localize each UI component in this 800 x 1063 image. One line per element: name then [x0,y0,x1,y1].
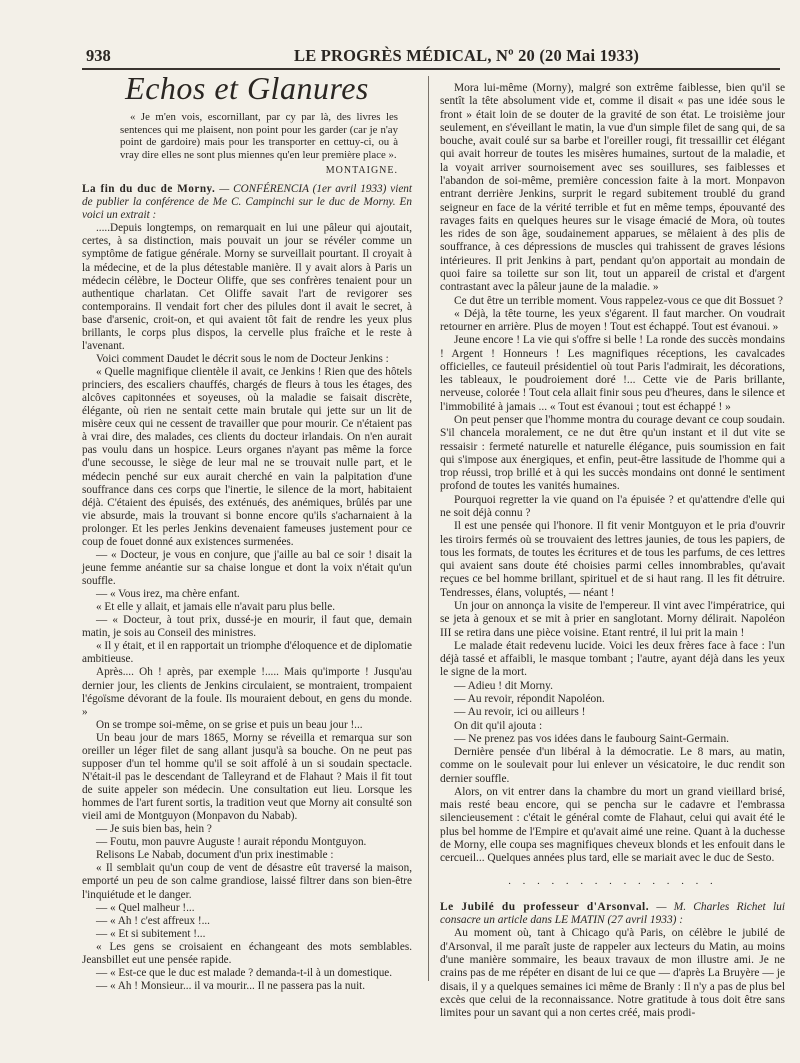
article-body-right [440,82,785,866]
article1-right-paragraph: Le malade était redevenu lucide. Voici les deux frères face à face : l'un déjà tassé et affaibli, le masque tombant ; l'autre, ayant déjà dans les yeux le signe de la mort. [440,639,785,679]
epigraph-text: « Je m'en vois, escornillant, par cy par là, des livres les sentences qui me plaisent, non point pour les garder (car je n'ay point de gardoire) mais pour les transporter en cettuy-ci, ou à vray dire elles ne sont plus miennes qu'en leur première place ». [120,111,398,161]
article1-left-paragraph: — « Quel malheur !... [96,901,195,914]
article1-left-paragraph: — « Vous irez, ma chère enfant. [96,588,240,601]
article1-right-paragraph: « Déjà, la tête tourne, les yeux s'égarent. Il faut marcher. On voudrait retourner en arrière. Plus de moyen ! Tout est échappé. Tout est évanoui. » [440,307,785,334]
article1-left-paragraph: « Les gens se croisaient en échangeant des mots semblables. Jeansbillet eut une pensée rapide. [82,940,412,966]
article2-body [440,927,785,1020]
article1-right-paragraph: — Ne prenez pas vos idées dans le faubourg Saint-Germain. [454,732,729,745]
section-divider: · · · · · · · · · · · · · · · [507,877,718,890]
article1-left-paragraph: « Et elle y allait, et jamais elle n'avait paru plus belle. [96,601,336,614]
article1-left-paragraph: On se trompe soi-même, on se grise et puis un beau jour !... [96,718,363,731]
left-column [82,70,413,993]
article1-right-paragraph: — Adieu ! dit Morny. [454,679,553,692]
article1-left-paragraph: .....Depuis longtemps, on remarquait en lui une pâleur qui ajoutait, certes, à sa distinction, mais pouvait un jour se révéler comme un symptôme de fatigue générale. Morny se surveillait pourtant. Il croyait à la médecine, et de la plus détestable manière. Il y avait alors à Paris un médecin célèbre, le Docteur Oliffe, que ses confrères tenaient pour un authentique charlatan. Cet Oliffe savait l'art de revigorer ses contemporains. Il vendait fort cher des pilules dont il avait le secret, à base d'arsenic, croit-on, et qui avaient tôt fait de rendre les yeux plus brillants, le corps plus dispos, la cervelle plus fraîche et le reste à l'avenant. [82,222,412,352]
article-intro-text: — CONFÉRENCIA (1er avril 1933) vient de publier la conférence de Me C. Campinchi sur le duc de Morny. En voici un extrait : [82,183,413,222]
article2-paragraph: Au moment où, tant à Chicago qu'à Paris, on célèbre le jubilé de d'Arsonval, il me paraît juste de rappeler aux lecteurs du Matin, au moins d'une manière sommaire, les beaux travaux de mon illustre ami. Je ne crains pas de me répéter en disant de lui ce que — d'après La Bruyère — je disais, il y a quelques semaines ici même de Branly : Il n'y a pas de plus bel excès que celui de la reconnaissance. Notre gratitude à tous doit être sans limites pour un savant qui a non certes créé, mais prodi- [440,927,785,1020]
article1-left-paragraph: « Quelle magnifique clientèle il avait, ce Jenkins ! Rien que des hôtels princiers, des escaliers chauffés, chargés de fleurs à tous les étages, des alcôves capitonnées et soyeuses, où la maladie se faisait discrète, élégante, où rien ne sentait cette main brutale qui jette sur un lit de misère ceux qui ne cessent de travailler que pour mourir. Ce n'étaient pas à vrai dire, des malades, ces clients du docteur irlandais. On n'en aurait pas voulu dans un hospice. Leurs organes n'ayant pas même la force d'une secousse, le siège de leur mal ne se trouvait nulle part, et le médecin penché sur eux aurait cherché en vain la palpitation d'une souffrance dans ces corps que l'inertie, le silence de la mort, habitaient déjà. C'étaient des épuisés, des exténués, des anémiques, brûlés par une vie absurde, mais la trouvant si bonne encore qu'ils s'acharnaient à la prolonger. Et les perles Jenkins devenaient fameuses justement pour ce coup de fouet donné aux existences surmenées. [82,366,412,548]
article1-right-paragraph: — Au revoir, ici ou ailleurs ! [454,706,586,719]
article1-left-paragraph: Voici comment Daudet le décrit sous le nom de Docteur Jenkins : [96,352,389,365]
journal-title: LE PROGRÈS MÉDICAL, Nº 20 (20 Mai 1933) [294,46,640,65]
article1-right-paragraph: — Au revoir, répondit Napoléon. [454,692,605,705]
article1-right-paragraph: On peut penser que l'homme montra du courage devant ce coup soudain. S'il chancela moralement, ce ne dut être qu'un instant et il dut vite se ressaisir : fermeté naturelle et naturelle élégance, puis soumission en fait qui s'impose aux énergiques, et enfin, peut-être lassitude de l'homme qui a trop réussi, trop brillé et à qui les succès mondains ont donné le sentiment profond de toutes les vanités humaines. [440,414,786,493]
article1-right-paragraph: Il est une pensée qui l'honore. Il fit venir Montguyon et le pria d'ouvrir les tiroirs fermés où se trouvaient des lettres jaunies, de tous les papiers, de tous les formats, de toutes les écritures et de tous les parfums, de ces lettres qui avaient sans doute été choisies parmi celles innombrables, qu'avait reçues ce bel homme brillant, spirituel et de si haut rang. Il les fit détruire. Tendresses, élans, voluptés, — néant ! [440,520,785,599]
article1-left-paragraph: — « Docteur, je vous en conjure, que j'aille au bal ce soir ! disait la jeune femme anéantie sur sa chaise longue et dont la voix n'était qu'un souffle. [82,548,412,587]
article1-left-paragraph: « Il semblait qu'un coup de vent de désastre eût traversé la maison, emporté un peu de son calme grandiose, laissé filtrer dans son bien-être l'inquiétude et le danger. [82,862,412,901]
article1-left-paragraph: Un beau jour de mars 1865, Morny se réveilla et remarqua sur son oreiller un léger filet de sang allant jusqu'à sa bouche. On ne peut pas supposer d'un tel homme qu'il se soit affolé à un si soudain spectacle. N'était-il pas le descendant de Talleyrand et de Flahaut ? Mais il fit tout de suite appeler son médecin. Une consultation eut lieu. Lorsque les hommes de l'art furent sortis, la tradition veut que Morny ait consulté son vieil ami de Montguyon (Monpavon du Nabab). [82,731,412,823]
article1-left-paragraph: — « Est-ce que le duc est malade ? demanda-t-il à un domestique. [96,966,393,979]
article1-right-paragraph: Ce dut être un terrible moment. Vous rappelez-vous ce que dit Bossuet ? [454,294,783,307]
right-column [440,82,785,1020]
epigraph-author: MONTAIGNE. [325,165,398,177]
article2-intro [440,901,785,928]
article1-right-paragraph: Mora lui-même (Morny), malgré son extrême faiblesse, bien qu'il se sentît la tête absolument vide et, comme il disait « pas une idée sous le front » était loin de se douter de la gravité de son état. Le troisième jour seulement, en s'éveillant le matin, la vue d'un simple filet de sang qui, de sa bouche, avait coulé sur sa barbe et l'oreiller rougi, fit tressaillir cet élégant qui avait horreur de toutes les misères humaines, surtout de la maladie, et la voyait arriver sournoisement avec ses souillures, ses faiblesses et l'abandon de soi-même, première concession faite à la mort. Monpavon entrant derrière Jenkins, surprit le regard subitement troublé du grand seigneur en face de la vérité terrible et fut en même temps, épouvanté des ravages faits en quelques heures sur le visage émacié de Mora, où toutes les rides de son âge, soudainement apparues, se mêlaient à des plis de souffrance, à ces dépressions de muscles qui trahissent de graves lésions intérieures. Il prit Jenkins à part, pendant qu'on apportait au mondain de quoi faire sa toilette sur son lit, tout un appareil de cristal et d'argent contrastant avec la pâleur jaune de la maladie. » [440,82,785,294]
article-body-left [82,222,412,993]
article-intro [82,183,412,222]
article1-left-paragraph: — Foutu, mon pauvre Auguste ! aurait répondu Montguyon. [96,836,367,849]
article2-intro-text: — M. Charles Richet lui consacre un article dans LE MATIN (27 avril 1933) : [440,900,785,927]
article1-right-paragraph: Un jour on annonça la visite de l'empereur. Il vint avec l'impératrice, qui se jeta à genoux et se mit à prier en sanglotant. Morny délirait. Napoléon III se retira dans une pièce voisine. Etant rentré, il lui prit la main ! [440,599,785,639]
article1-left-paragraph: Après.... Oh ! après, par exemple !..... Mais qu'importe ! Jusqu'au dernier jour, les clients de Jenkins circulaient, se montraient, trompaient l'égoïsme dévorant de la foule. Ils mouraient debout, en gens du monde. » [82,666,412,718]
article1-left-paragraph: — « Docteur, à tout prix, dussé-je en mourir, il faut que, demain matin, je sois au Conseil des ministres. [82,614,412,640]
article1-right-paragraph: Dernière pensée d'un libéral à la démocratie. Le 8 mars, au matin, comme on le soulevait pour lui enlever un vésicatoire, le duc rendit son dernier souffle. [440,746,785,785]
epigraph [120,111,398,161]
article2-title: Le Jubilé du professeur d'Arsonval. [440,900,650,913]
article-title: La fin du duc de Morny. [82,183,216,196]
article1-left-paragraph: « Il y était, et il en rapportait un triomphe d'éloquence et de diplomatie ambitieuse. [82,640,412,666]
article1-left-paragraph: — « Ah ! c'est affreux !... [96,914,210,927]
article1-right-paragraph: Pourquoi regretter la vie quand on l'a épuisée ? et qu'attendre d'elle qui ne soit déjà connu ? [440,493,785,519]
section-masthead: Echos et Glanures [125,70,369,106]
article1-right-paragraph: Alors, on vit entrer dans la chambre du mort un grand vieillard brisé, mais resté beau encore, qui se pencha sur le cadavre et l'embrassa silencieusement : c'était le général comte de Flahaut, celui qui avait été le plus bel homme de l'Empire et qu'avait aimé une reine. Quant à la duchesse de Morny, elle coupa ses magnifiques cheveux blonds et les enfouit dans le cercueil... Quelques années plus tard, elle se mariait avec le duc de Sesto. [440,785,785,865]
article1-right-paragraph: Jeune encore ! La vie qui s'offre si belle ! La ronde des succès mondains ! Argent ! Honneurs ! Les magnifiques réceptions, les cavalcades officielles, ce fauteuil présidentiel où tout Paris l'admirait, les décorations, les tableaux, le poudroiement doré !... Cette vie de Paris brillante, nerveuse, colorée ! Tout cela allait finir sous peu d'heures, dans le silence et l'immobilité à jamais ... « Tout est évanoui ; tout est échappé ! » [440,334,785,413]
article1-right-paragraph: On dit qu'il ajouta : [454,719,543,732]
article1-left-paragraph: Relisons Le Nabab, document d'un prix inestimable : [96,849,334,862]
page-number: 938 [86,46,111,65]
article1-left-paragraph: — « Ah ! Monsieur... il va mourir... Il ne passera pas la nuit. [96,979,366,992]
article1-left-paragraph: — « Et si subitement !... [96,927,206,940]
page-header [82,44,780,70]
article1-left-paragraph: — Je suis bien bas, hein ? [96,823,212,836]
column-rule [428,76,429,981]
